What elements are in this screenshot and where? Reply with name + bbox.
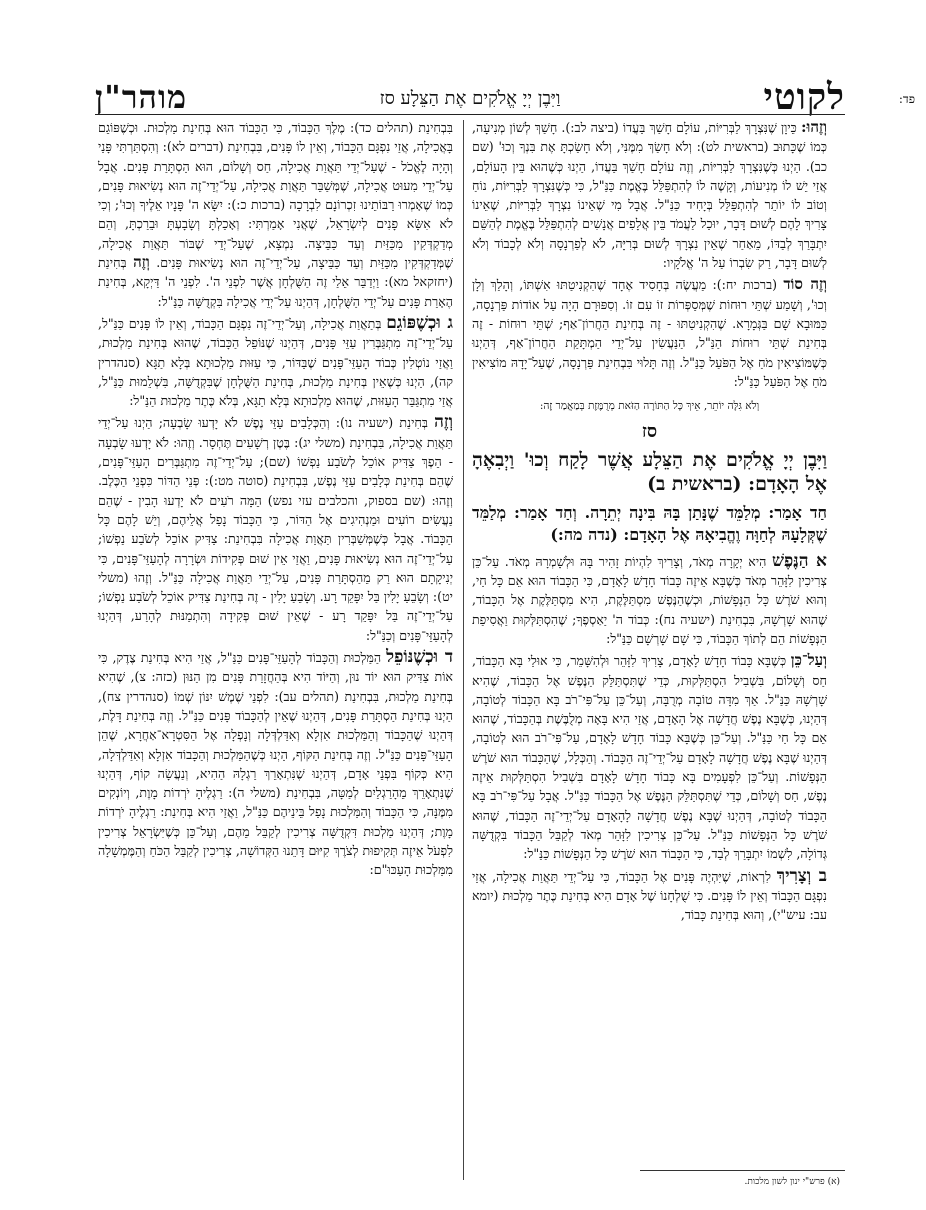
paragraph-text: לִרְאוֹת, שֶׁיִּהְיֶה פָּנִים אֶל הַכָּבוֹד, כִּי עַל־יְדֵי תַּאֲוַת אֲכִילָה, אֲזַי נִפְגָּם הַכָּבוֹד וְאֵין לוֹ פָּנִים. כִּי שֻׁלְחָנוֹ שֶׁל אָדָם הִיא בְּחִינַת כֶּתֶר מַלְכוּת (יומא עב: עיש"י), וְהוּא בְּחִינַת כָּבוֹד, [472,868,827,923]
paragraph-text: בְּחִינַת (ישעיה נו): וְהַכְּלָבִים עַזֵּי נֶפֶשׁ לֹא יָדְעוּ שָׂבְעָה; הַיְנוּ עַל־יְדֵי תַּאֲוַת אֲכִילָה, בִּבְחִינַת (משלי יג): בֶּטֶן רְשָׁעִים תֶּחְסָר. וְזֶהוּ: לֹא יָדְעוּ שָׂבְעָה - הֵפֶךְ צַדִּיק אוֹכֵל לְשֹׂבַע נַפְשׁוֹ (שם); עַל־יְדֵי־זֶה מִתְגַּבְּרִים הָעַזֵּי־פָּנִים, שֶׁהֵם בְּחִינַת כְּלָבִים עַזֵּי נֶפֶשׁ, בִּבְחִינַת (סוטה מט:): פְּנֵי הַדּוֹר כִּפְנֵי הַכֶּלֶב. וְזֶהוּ: (שם בספוק, והכלבים עזי נפש) הֵמָּה רֹעִים לֹא יָדְעוּ הָבִין - שֶׁהֵם נַעֲשִׂים רוֹעִים וּמַנְהִיגִים אֶל הַדּוֹר, כִּי הַכָּבוֹד נָפַל אֲלֵיהֶם, וְיֵשׁ לָהֶם כָּל הַכָּבוֹד. אֲבָל כְּשֶׁמְּשַׁבְּרִין תַּאֲוַת אֲכִילָה בִּבְחִינַת: צַדִּיק אוֹכֵל לְשֹׂבַע נַפְשׁוֹ; עַל־יְדֵי־זֶה הוּא נְשִׂיאוּת פָּנִים, וַאֲזַי אֵין שׁוּם פְּקִידוֹת וּשְׂרָרָה לְהָעַזֵּי־פָּנִים, כִּי יְנִיקָתָם הוּא רַק מֵהַסְתָּרַת פָּנִים, עַל־יְדֵי תַּאֲוַת אֲכִילָה כַּנַּ"ל. וְזֶהוּ (משלי יט): וְשָׂבֵעַ יָלִין בַּל יִפָּקֵד רָע. וְשָׂבֵעַ יָלִין - זֶה בְּחִינַת צַדִּיק אוֹכֵל לְשֹׂבַע נַפְשׁוֹ; עַל־יְדֵי־זֶה בַּל יִפָּקֵד רָע - שֶׁאֵין שׁוּם פְּקִידָה וְהִתְמַנּוּת לְהָרַע, דְּהַיְנוּ לְהָעַזֵּי־פָּנִים וְכַנַּ"ל: [98,415,453,643]
running-title-right: לקוטי [763,76,845,118]
paragraph-lead: וְזֶה [434,412,453,433]
paragraph-lead: וְזֶה סוֹד [783,275,827,294]
paragraph-text: בְּחִינַת (יחזקאל מא): וַיְדַבֵּר אֵלַי זֶה הַשֻּׁלְחָן אֲשֶׁר לִפְנֵי ה'. לִפְנֵי ה' דַּיְקָא, בְּחִינַת הֶאָרַת פָּנִים עַל־יְדֵי הַשֻּׁלְחָן, דְּהַיְנוּ עַל־יְדֵי אֲכִילָה בִּקְדֻשָּׁה כַּנַּ"ל: [98,255,453,309]
paragraph [472,867,827,925]
paragraph-text: הַמַּלְכוּת וְהַכָּבוֹד לְהָעַזֵּי־פָּנִים כַּנַּ"ל, אֲזַי הִיא בְּחִינַת צֶדֶק, כִּי אוֹת צַדִּיק הוּא יוֹד נוּן, וְהַיּוֹד הִיא בְּהַחֲזָרַת פָּנִים מִן הַנּוּן (כזה: צ), שֶׁהִיא בְּחִינַת מַלְכוּת, בִּבְחִינַת (תהלים עב): לִפְנֵי שֶׁמֶשׁ יִנּוֹן שְׁמוֹ (סנהדרין צח), הַיְנוּ בְּחִינַת הַסְתָּרַת פָּנִים, דְּהַיְנוּ שֶׁאֵין לְהַכָּבוֹד פָּנִים כַּנַּ"ל. וְזֶה בְּחִינַת דָּלֶת, דְּהַיְנוּ שֶׁהַכָּבוֹד וְהַמַּלְכוּת אִזְלָא וְאִדַּלְדְּלָה וְנָפְלָה אֶל הַסִּטְרָא־אַחֲרָא, שֶׁהֵן הָעַזֵּי־פָּנִים כַּנַּ"ל. וְזֶה בְּחִינַת הַקּוֹף, הַיְנוּ כְּשֶׁהַמַּלְכוּת וְהַכָּבוֹד אִזְלָא וְאִדַּלְדְּלָה, הִיא כְּקוֹף בִּפְנֵי אָדָם, דְּהַיְנוּ שֶׁנִּתְאָרֵךְ רַגְלָהּ הַהִיא, וְנַעֲשָׂה קוֹף, דְּהַיְנוּ שֶׁנִּתְאָרֵךְ מֵהָרַגְלַיִם לְמַטָּה, בִּבְחִינַת (משלי ה): רַגְלֶיהָ יֹרְדוֹת מָוֶת, וְיוֹנְקִים מִמֶּנָּה, כִּי הַכָּבוֹד וְהַמַּלְכוּת נָפַל בֵּינֵיהֶם כַּנַּ"ל, וַאֲזַי הִיא בְּחִינַת: רַגְלֶיהָ יֹרְדוֹת מָוֶת; דְּהַיְנוּ מַלְכוּת דִּקְדֻשָּׁה צְרִיכִין לְקַבֵּל מֵהֶם, וְעַל־כֵּן כְּשֶׁיִּשְׂרָאֵל צְרִיכִין לִפְעֹל אֵיזֶה תְּקִיפוּת לְצֹרֶךְ קִיּוּם דָּתֵנוּ הַקְּדוֹשָׁה, צְרִיכִין לְקַבֵּל הַכֹּחַ וְהַמֶּמְשָׁלָה מִמַּלְכוּת הָעַכּוּ"ם: [98,650,453,878]
paragraph-text: הִיא יְקָרָה מְאֹד, וְצָרִיךְ לִהְיוֹת זָהִיר בָּהּ וּלְשָׁמְרָהּ מְאֹד. עַל־כֵּן צְרִיכִין לִזָּהֵר מְאֹד כְּשֶׁבָּא אֵיזֶה כָּבוֹד חָדָשׁ לָאָדָם, כִּי הַכָּבוֹד הוּא אֵם כָּל חַי, וְהוּא שֹׁרֶשׁ כָּל הַנְּפָשׁוֹת, וּכְשֶׁהַנֶּפֶשׁ מִסְתַּלֶּקֶת, הִיא מִסְתַּלֶּקֶת אֶל הַכָּבוֹד, שֶׁהוּא שָׁרְשָׁהּ, בִּבְחִינַת (ישעיה נח): כְּבוֹד ה' יַאַסְפֶךָ; שֶׁהִסְתַּלְּקוּת וַאֲסִיפַת הַנְּפָשׁוֹת הֵם לְתוֹךְ הַכָּבוֹד, כִּי שָׁם שָׁרְשָׁם כַּנַּ"ל: [472,553,827,646]
paragraph-lead: וְעַל־כֵּן [790,651,827,670]
paragraph [472,651,827,863]
left-column [98,118,453,883]
paragraph [98,314,453,410]
paragraph-text: כְּשֶׁבָּא כָּבוֹד חָדָשׁ לָאָדָם, צָרִיךְ לִזָּהֵר וּלְהִשָּׁמֵר, כִּי אוּלַי בָּא הַכָּבוֹד, חַס וְשָׁלוֹם, בִּשְׁבִיל הִסְתַּלְּקוּת, כְּדֵי שֶׁתִּסְתַּלֵּק הַנֶּפֶשׁ אֶל הַכָּבוֹד, שֶׁהִיא שָׁרְשָׁהּ כַּנַּ"ל. אַךְ מִדָּה טוֹבָה מְרֻבָּה, וְעַל־כֵּן עַל־פִּי־רֹב בָּא הַכָּבוֹד לְטוֹבָה, דְּהַיְנוּ, כְּשֶׁבָּא נֶפֶשׁ חֲדָשָׁה אֶל הָאָדָם, אֲזַי הִיא בָּאָה מְלֻבֶּשֶׁת בְּהַכָּבוֹד, שֶׁהוּא אֵם כָּל חַי כַּנַּ"ל. וְעַל־כֵּן כְּשֶׁבָּא כָּבוֹד חָדָשׁ לָאָדָם, עַל־פִּי־רֹב הוּא לְטוֹבָה, דְּהַיְנוּ שֶׁבָּא נֶפֶשׁ חֲדָשָׁה לָאָדָם עַל־יְדֵי־זֶה הַכָּבוֹד. וְהַכְּלָל, שֶׁהַכָּבוֹד הוּא שֹׁרֶשׁ הַנְּפָשׁוֹת. וְעַל־כֵּן לִפְעָמִים בָּא כָּבוֹד חָדָשׁ לָאָדָם בִּשְׁבִיל הִסְתַּלְּקוּת אֵיזֶה נֶפֶשׁ, חַס וְשָׁלוֹם, כְּדֵי שֶׁתִּסְתַּלֵּק הַנֶּפֶשׁ אֶל הַכָּבוֹד כַּנַּ"ל. אֲבָל עַל־פִּי־רֹב בָּא הַכָּבוֹד לְטוֹבָה, דְּהַיְנוּ שֶׁבָּא נֶפֶשׁ חֲדָשָׁה לָהָאָדָם עַל־יְדֵי־זֶה הַכָּבוֹד, שֶׁהוּא שֹׁרֶשׁ כָּל הַנְּפָשׁוֹת כַּנַּ"ל. עַל־כֵּן צְרִיכִין לִזָּהֵר מְאֹד לְקַבֵּל הַכָּבוֹד בִּקְדֻשָּׁה גְּדוֹלָה, לִשְׁמוֹ יִתְבָּרַךְ לְבַד, כִּי הַכָּבוֹד הוּא שֹׁרֶשׁ כָּל הַנְּפָשׁוֹת כַּנַּ"ל: [472,653,827,862]
paragraph-lead: וְזֶה [133,253,150,272]
paragraph-lead: וְזֶהוּ: [800,118,827,136]
right-column [472,118,827,927]
paragraph-lead: ב וְצָרִיךְ [776,865,827,886]
header-rule [95,114,845,115]
paragraph [472,275,827,391]
footnote-rule [640,1170,845,1171]
column-divider [463,120,464,1180]
paragraph-text: בְּתַאֲוַת אֲכִילָה, וְעַל־יְדֵי־זֶה נִפְגָּם הַכָּבוֹד, וְאֵין לוֹ פָּנִים כַּנַּ"ל, עַל־יְדֵי־זֶה מִתְגַּבְּרִין עַזֵּי פָּנִים, דְּהַיְנוּ שֶׁנּוֹפֵל הַכָּבוֹד, שֶׁהוּא בְּחִינַת מַלְכוּת, וַאֲזַי נוֹטְלִין כְּבוֹד הָעַזֵּי־פָּנִים שֶׁבַּדּוֹר, כִּי עַזּוּת מַלְכוּתָא בְּלָא תַגָּא (סנהדרין קה), הַיְנוּ כְּשֶׁאֵין בְּחִינַת מַלְכוּת, בְּחִינַת הַשֻּׁלְחָן שֶׁבִּקְדֻשָּׁה, בִּשְׁלֵמוּת כַּנַּ"ל, אֲזַי מִתְגַּבֵּר הָעַזּוּת, שֶׁהוּא מַלְכוּתָא בְּלָא תַגָּא, בְּלֹא כֶּתֶר מַלְכוּת הַנַּ"ל: [98,315,453,409]
section-number: סז [641,421,658,443]
section-title-verse: וַיִּבֶן יְיָ אֱלֹקִים אֶת הַצֵּלָע אֲשֶׁר לָקַח וְכוּ' וַיְבִאֶהָ אֶל הָאָדָם: (בראשית ב) [472,448,827,495]
running-title-center: וַיִּבֶן יְיָ אֱלֹקִים אֶת הַצֵּלָע סז [379,88,561,109]
section-title-talmud: חַד אָמַר: מְלַמֵּד שֶׁנָּתַן בָּהּ בִּינָה יְתֵרָה. וְחַד אָמַר: מְלַמֵּד שֶׁקְּלָעָהּ לְחַוָּה וֶהֱבִיאָהּ אֶל הָאָדָם: (נדה מה:) [472,502,827,544]
paragraph [98,648,453,880]
paragraph-text: בִּבְחִינַת (תהלים כד): מֶלֶךְ הַכָּבוֹד, כִּי הַכָּבוֹד הוּא בְּחִינַת מַלְכוּת. וּכְשֶׁפּוֹגֵם בָּאֲכִילָה, אֲזַי נִפְגָּם הַכָּבוֹד, וְאֵין לוֹ פָּנִים, בִּבְחִינַת (דברים לא): וְהִסְתַּרְתִּי פָּנַי וְהָיָה לֶאֱכֹל - שֶׁעַל־יְדֵי תַּאֲוַת אֲכִילָה, חַס וְשָׁלוֹם, הוּא הַסְתָּרַת פָּנִים. אֲבָל עַל־יְדֵי מִעוּט אֲכִילָה, שֶׁמְּשַׁבֵּר תַּאֲוַת אֲכִילָה, עַל־יְדֵי־זֶה הוּא נְשִׂיאוּת פָּנִים, כְּמוֹ שֶׁאָמְרוּ רַבּוֹתֵינוּ זִכְרוֹנָם לִבְרָכָה (ברכות כ:): יִשָּׂא ה' פָּנָיו אֵלֶיךָ וְכוּ'; וְכִי לֹא אִשָּׂא פָנִים לְיִשְׂרָאֵל, שֶׁאֲנִי אָמַרְתִּי: וְאָכַלְתָּ וְשָׂבָעְתָּ וּבֵרַכְתָּ, וְהֵם מְדַקְדְּקִין מִכַּזַּיִת וְעַד כַּבֵּיצָה. נִמְצָא, שֶׁעַל־יְדֵי שֶׁבּוֹר תַּאֲוַת אֲכִילָה, שֶׁמְּדַקְדְּקִין מִכַּזַּיִת וְעַד כַּבֵּיצָה, עַל־יְדֵי־זֶה הוּא נְשִׂיאוּת פָּנִים. [98,120,453,271]
closing-note: וְלֹא גִּלָּה יוֹתֵר, אֵיךְ כָּל הַתּוֹרָה הַזֹּאת מְרֻמֶּזֶת בְּמַאֲמַר זֶה: [539,400,760,413]
paragraph [98,118,453,311]
paragraph-text: (ברכות יח:): מַעֲשֶׂה בְּחָסִיד אֶחָד שֶׁהִקְנִיטַתּוּ אִשְׁתּוֹ, וְהָלַךְ וְלָן וְכוּ', וְשָׁמַע שְׁתֵּי רוּחוֹת שֶׁמְּסַפְּרוֹת זוֹ עִם זוֹ. וְסִפּוּרָם הָיָה עַל אוֹדוֹת פַּרְנָסָה, כַּמּוּבָא שָׁם בַּגְּמָרָא. שֶׁהִקְנִיטַתּוּ - זֶה בְּחִינַת הַחֲרוֹן־אַף; שְׁתֵּי רוּחוֹת - זֶה בְּחִינַת שְׁתֵּי רוּחוֹת הַנַּ"ל, הַנַּעֲשִׂין עַל־יְדֵי הַמְתָּקַת הַחֲרוֹן־אַף, דְּהַיְנוּ כְּשֶׁמּוֹצִיאִין מֹחַ אֶל הַפֹּעַל כַּנַּ"ל. וְזֶה תָּלוּי בִּבְחִינַת פַּרְנָסָה, שֶׁעַל־יָדָהּ מוֹצִיאִין מֹחַ אֶל הַפֹּעַל כַּנַּ"ל: [472,277,827,389]
running-title-left: מוהר"ן [95,78,188,116]
paragraph-lead: ד וּכְשֶׁנּוֹפֵל [386,647,453,668]
paragraph-text: כֵּיוָן שֶׁנִּצְרָךְ לַבְּרִיּוֹת, עוֹלָם חָשַׁךְ בַּעֲדוֹ (ביצה לב:). חָשַׁךְ לְשׁוֹן מְנִיעָה, כְּמוֹ שֶׁכָּתוּב (בראשית לט): וְלֹא חָשַׂךְ מִמֶּנִּי, וְלֹא חָשַׂכְתָּ אֶת בִּנְךָ וְכוּ' (שם כב). הַיְנוּ כְּשֶׁנִּצְרָךְ לַבְּרִיּוֹת, וְזֶה עוֹלָם חָשַׁךְ בַּעֲדוֹ, הַיְנוּ כְּשֶׁהוּא בֵּין הָעוֹלָם, אֲזַי יֵשׁ לוֹ מְנִיעוֹת, וְקָשֶׁה לוֹ לְהִתְפַּלֵּל בֶּאֱמֶת כַּנַּ"ל, כִּי כְּשֶׁנִּצְרָךְ לַבְּרִיּוֹת, נוֹחַ וְטוֹב לוֹ יוֹתֵר לְהִתְפַּלֵּל בְּיָחִיד כַּנַּ"ל. אֲבָל מִי שֶׁאֵינוֹ נִצְרָךְ לַבְּרִיּוֹת, שֶׁאֵינוֹ צָרִיךְ לָהֶם לְשׁוּם דָּבָר, יוּכַל לַעֲמֹד בֵּין אֲלָפִים אֲנָשִׁים לְהִתְפַּלֵּל בֶּאֱמֶת לְהַשֵּׁם יִתְבָּרַךְ לְבַדּוֹ, מֵאַחַר שֶׁאֵין נִצְרָךְ לְשׁוּם בְּרִיָּה, לֹא לְפַרְנָסָה וְלֹא לְכָבוֹד וְלֹא לְשׁוּם דָּבָר, רַק שִׂבְרוֹ עַל ה' אֱלֹקָיו: [472,120,827,271]
paragraph-lead: ג וּכְשֶׁפּוֹגֵם [386,312,453,333]
paragraph [98,413,453,645]
footnote: (א) פרש"י ינון לשון מלכות. [744,1177,840,1187]
paragraph [472,118,827,272]
paragraph-lead: א הַנֶּפֶשׁ [771,550,827,571]
folio-number: פד: [898,92,915,106]
paragraph [472,552,827,648]
